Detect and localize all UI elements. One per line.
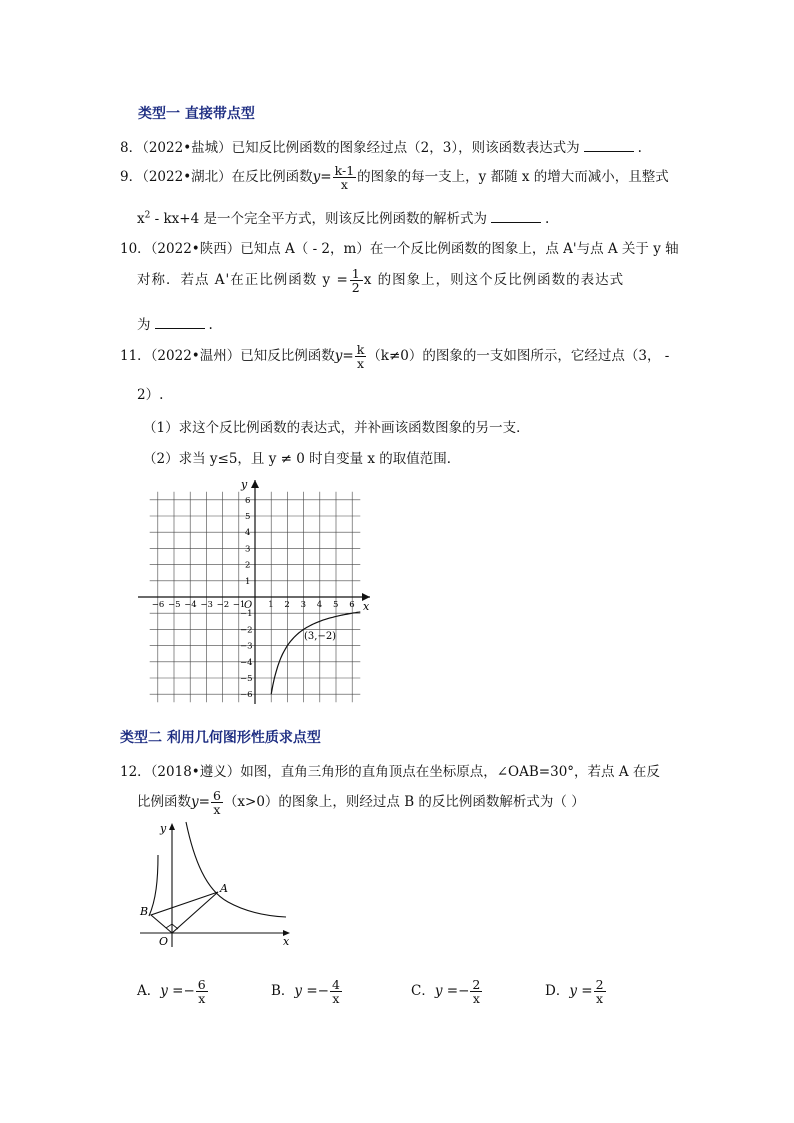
question-9-text-a: 9．（2022•湖北）在反比例函数 <box>120 169 313 186</box>
x-tick-label: 5 <box>333 600 339 610</box>
origin-label: O <box>244 600 253 611</box>
y-axis-arrow-icon <box>251 480 259 488</box>
question-9-line-2: $x^2 - kx+4$ 是一个完全平方式，则该反比例函数的解析式为 . <box>137 210 550 227</box>
option-sign: − <box>317 983 329 1000</box>
question-10-line-2 <box>137 267 624 294</box>
option-letter: A． <box>137 983 161 1000</box>
x-tick-label: −6 <box>151 600 165 610</box>
y-tick-label: −5 <box>240 674 253 684</box>
fraction-denominator: x <box>596 991 604 1007</box>
option-letter: C． <box>411 983 435 1000</box>
y-axis-label: y <box>160 822 167 835</box>
answer-blank <box>155 316 205 329</box>
x-tick-label: −4 <box>184 600 197 610</box>
y-tick-label: −3 <box>240 641 253 652</box>
x-tick-label: 4 <box>316 600 323 610</box>
fraction <box>355 343 367 370</box>
y-tick-label: 2 <box>245 560 251 571</box>
fraction-denominator: x <box>472 991 480 1007</box>
fraction <box>211 789 223 816</box>
question-12-text-a: 比例函数 <box>137 794 191 811</box>
fraction-denominator: x <box>198 991 206 1007</box>
fraction-numerator: 4 <box>331 977 340 992</box>
hyperbola-right-branch <box>186 822 286 917</box>
option-sign: − <box>183 983 195 1000</box>
fraction-numerator: 6 <box>197 977 206 992</box>
question-12-line-2 <box>137 789 585 816</box>
option-lhs: y = <box>160 983 184 1000</box>
question-11-line-2: 2）. <box>137 387 164 403</box>
fraction <box>330 978 342 1005</box>
equation-lhs: y= <box>191 794 210 811</box>
x-tick-label: −1 <box>232 600 246 610</box>
y-tick-label: −4 <box>240 657 253 668</box>
x-tick-label: −3 <box>200 600 213 610</box>
y-tick-label: 1 <box>245 576 251 587</box>
option-c[interactable] <box>411 978 483 1005</box>
answer-blank <box>491 210 541 223</box>
fraction <box>594 978 606 1005</box>
fraction-numerator: 1 <box>351 266 361 281</box>
y-tick-label: 6 <box>245 495 251 506</box>
y-tick-label: 3 <box>245 544 251 555</box>
question-8: 8．（2022•盐城）已知反比例函数的图象经过点（2，3），则该函数表达式为 . <box>120 140 642 156</box>
section-heading-1: 类型一 直接带点型 <box>138 106 255 122</box>
y-tick-label: 5 <box>245 512 251 522</box>
question-12-text-b: （x>0）的图象上，则经过点 B 的反比例函数解析式为（ ） <box>223 794 585 811</box>
question-10-line-1: 10．（2022•陕西）已知点 A（ - 2，m）在一个反比例函数的图象上，点 A'与点 A 关于 y 轴 <box>120 241 679 257</box>
question-11-line-1 <box>120 343 669 370</box>
fraction <box>470 978 482 1005</box>
answer-blank <box>584 139 634 152</box>
x-tick-label: 1 <box>268 600 274 610</box>
equation-lhs: y= <box>334 348 354 365</box>
hyperbola-branch <box>271 612 360 694</box>
question-12-line-1: 12．（2018•遵义）如图，直角三角形的直角顶点在坐标原点，∠OAB=30°，若点 A 在反 <box>120 764 660 780</box>
fraction <box>350 267 363 294</box>
y-tick-labels <box>240 496 253 700</box>
y-tick-label: −2 <box>240 625 253 636</box>
option-letter: D． <box>545 983 570 1000</box>
question-11-part-2: （2）求当 y≤5，且 y ≠ 0 时自变量 x 的取值范围． <box>143 451 461 467</box>
point-a-label: A <box>220 882 228 895</box>
x-tick-label: 6 <box>349 600 355 610</box>
y-axis-label: y <box>241 478 248 491</box>
option-a[interactable] <box>137 978 209 1005</box>
fraction <box>196 978 208 1005</box>
option-letter: B． <box>271 983 295 1000</box>
section-heading-2: 类型二 利用几何图形性质求点型 <box>120 730 321 746</box>
option-sign: − <box>458 983 470 1000</box>
x-axis-label: x <box>363 600 370 613</box>
y-tick-label: 4 <box>245 528 251 539</box>
x-tick-label: −2 <box>216 600 230 610</box>
question-11-text-b: （k≠0）的图象的一支如图所示，它经过点（3， - <box>367 348 670 365</box>
fraction-numerator: 6 <box>212 788 221 803</box>
fraction-numerator: k <box>356 342 365 357</box>
function-graph-grid <box>138 476 378 706</box>
right-triangle <box>151 892 218 933</box>
fraction-numerator: 2 <box>595 977 604 992</box>
triangle-hyperbola-figure <box>138 820 298 950</box>
fraction-denominator: x <box>332 991 340 1007</box>
fraction-denominator: x <box>213 802 221 818</box>
exponent: 2 <box>144 210 151 221</box>
x-tick-label: −5 <box>168 600 181 610</box>
x-tick-label: 3 <box>300 600 307 610</box>
question-10-line-3: 为 . <box>137 317 213 333</box>
x-axis-label: x <box>283 935 290 948</box>
option-lhs: y = <box>294 983 318 1000</box>
option-lhs: y = <box>434 983 459 1000</box>
option-d[interactable] <box>545 978 607 1005</box>
point-label: (3,−2) <box>304 631 337 642</box>
question-10-text-b: x 的图象上，则这个反比例函数的表达式 <box>363 272 625 289</box>
question-9-term: x <box>137 211 145 227</box>
point-b-label: B <box>140 905 149 918</box>
equation-lhs: y= <box>312 169 332 186</box>
fraction-denominator: x <box>356 356 365 372</box>
option-lhs: y = <box>569 983 593 1000</box>
y-tick-label: −6 <box>240 690 253 701</box>
question-9-line-1 <box>120 164 669 191</box>
question-8-text: 8．（2022•盐城）已知反比例函数的图象经过点（2，3），则该函数表达式为 <box>120 140 580 156</box>
x-tick-labels <box>152 600 355 610</box>
question-10-text-c: 为 <box>137 317 151 333</box>
hyperbola-left-branch <box>149 855 158 916</box>
question-11-text-a: 11．（2022•温州）已知反比例函数 <box>120 348 335 365</box>
question-10-text-a: 对称．若点 A'在正比例函数 y = <box>137 272 349 289</box>
y-axis-arrow-icon <box>169 823 175 830</box>
origin-label: O <box>159 935 169 948</box>
question-9-text-c: - kx+4 是一个完全平方式，则该反比例函数的解析式为 <box>150 211 487 227</box>
x-tick-label: 2 <box>284 600 290 610</box>
fraction <box>333 164 357 191</box>
fraction-numerator: 2 <box>472 977 481 992</box>
fraction-numerator: k-1 <box>334 163 355 178</box>
fraction-denominator: x <box>340 177 348 193</box>
fraction-denominator: 2 <box>351 280 361 296</box>
question-9-text-b: 的图象的每一支上，y 都随 x 的增大而减小，且整式 <box>357 169 669 186</box>
option-b[interactable] <box>271 978 343 1005</box>
question-11-part-1: （1）求这个反比例函数的表达式，并补画该函数图象的另一支． <box>143 420 530 436</box>
y-tick-label: −1 <box>240 609 253 620</box>
